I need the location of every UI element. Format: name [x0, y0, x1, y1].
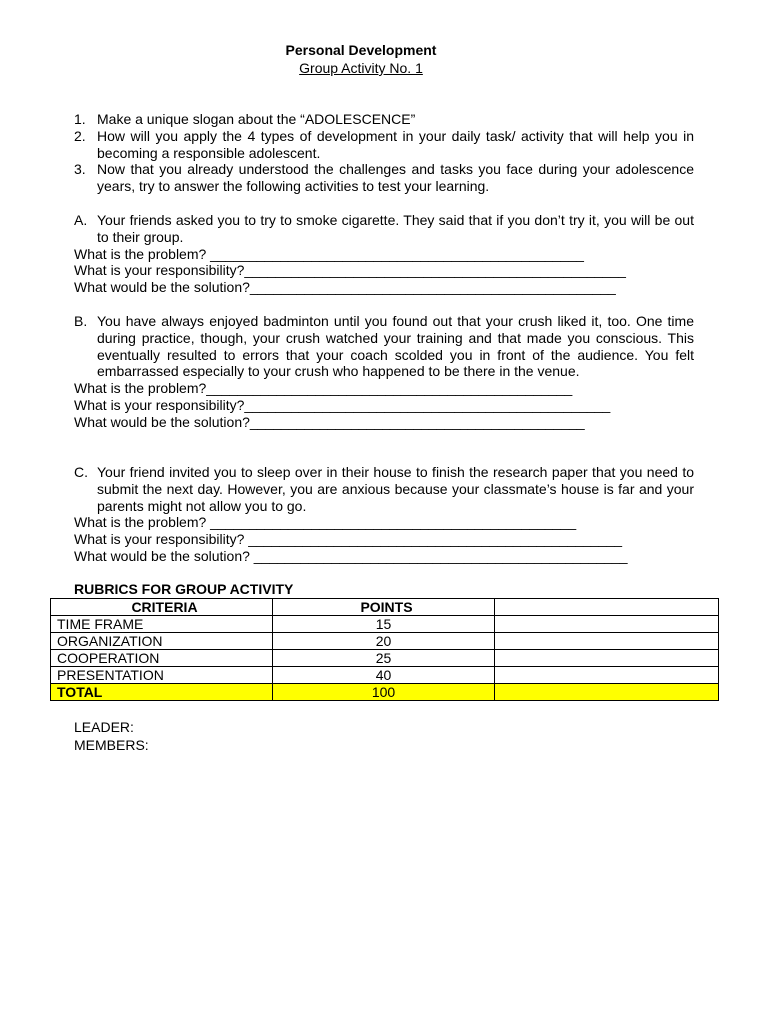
- table-row: [51, 667, 719, 684]
- points-cell: 15: [273, 616, 495, 633]
- scenario-text: [74, 212, 694, 246]
- scenario-text: [74, 464, 694, 514]
- blank-cell: [495, 684, 719, 701]
- points-header: POINTS: [273, 599, 495, 616]
- rubric-table: [50, 598, 719, 701]
- criteria-cell: TIME FRAME: [51, 616, 273, 633]
- total-points: 100: [273, 684, 495, 701]
- question-solution: What would be the solution?_______________________________________________: [74, 279, 616, 296]
- scenario-body: Your friends asked you to try to smoke cigarette. They said that if you don’t try it, you will be out to their group.: [97, 212, 694, 245]
- points-cell: 25: [273, 650, 495, 667]
- members-label: MEMBERS:: [74, 736, 149, 753]
- item-text: How will you apply the 4 types of development in your daily task/ activity that will help you in becoming a responsible adolescent.: [97, 127, 694, 161]
- criteria-cell: COOPERATION: [51, 650, 273, 667]
- blank-cell: [495, 633, 719, 650]
- blank-cell: [495, 616, 719, 633]
- numbered-instructions: [74, 111, 694, 195]
- question-solution: What would be the solution? ________________________________________________: [74, 547, 628, 564]
- scenario-c: [74, 464, 694, 565]
- item-number: 1.: [74, 111, 86, 127]
- item-number: 3.: [74, 161, 86, 178]
- item-number: 2.: [74, 127, 86, 144]
- scenario-text: [74, 313, 694, 380]
- question-responsibility: What is your responsibility? ________________________________________________: [74, 531, 623, 548]
- points-cell: 40: [273, 667, 495, 684]
- scenario-body: You have always enjoyed badminton until you found out that your crush liked it, too. One time during practice, though, your crush watched your training and that made you conscious. This eventually resulted to errors that your coach scolded you in front of the audience. You felt embarrassed especially to your crush who happened to be there in the venue.: [97, 313, 694, 380]
- question-responsibility: What is your responsibility?_______________________________________________: [74, 396, 611, 413]
- signature-block: [74, 719, 149, 754]
- question-problem: What is the problem? _______________________________________________: [74, 514, 577, 531]
- table-row: [51, 616, 719, 633]
- instruction-item: [74, 111, 694, 128]
- question-problem: What is the problem? ________________________________________________: [74, 245, 584, 262]
- rubric-header-row: [51, 599, 719, 616]
- document-subtitle: Group Activity No. 1: [299, 60, 423, 76]
- instruction-item: [74, 161, 694, 195]
- document-title: Personal Development: [285, 42, 437, 58]
- criteria-cell: PRESENTATION: [51, 667, 273, 684]
- instruction-item: [74, 128, 694, 162]
- scenario-body: Your friend invited you to sleep over in their house to finish the research paper that you need to submit the next day. However, you are anxious because your classmate’s house is far and your parents might not allow you to go.: [97, 464, 694, 514]
- table-row: [51, 633, 719, 650]
- blank-cell: [495, 650, 719, 667]
- question-solution: What would be the solution?___________________________________________: [74, 413, 585, 430]
- points-cell: 20: [273, 633, 495, 650]
- criteria-header: CRITERIA: [51, 599, 273, 616]
- total-row: [51, 684, 719, 701]
- scenario-a: [74, 212, 694, 296]
- question-responsibility: What is your responsibility?_________________________________________________: [74, 262, 626, 279]
- rubric-title: RUBRICS FOR GROUP ACTIVITY: [74, 581, 294, 597]
- blank-header: [495, 599, 719, 616]
- leader-label: LEADER:: [74, 719, 134, 735]
- blank-cell: [495, 667, 719, 684]
- scenario-letter: B.: [74, 313, 88, 329]
- criteria-cell: ORGANIZATION: [51, 633, 273, 650]
- scenario-letter: A.: [74, 212, 88, 228]
- item-text: Make a unique slogan about the “ADOLESCENCE”: [97, 111, 416, 127]
- table-row: [51, 650, 719, 667]
- total-label: TOTAL: [51, 684, 273, 701]
- item-text: Now that you already understood the challenges and tasks you face during your adolescence years, try to answer the following activities to test your learning.: [97, 161, 694, 195]
- question-problem: What is the problem?_______________________________________________: [74, 380, 573, 397]
- scenario-letter: C.: [74, 464, 88, 480]
- scenario-b: [74, 313, 694, 431]
